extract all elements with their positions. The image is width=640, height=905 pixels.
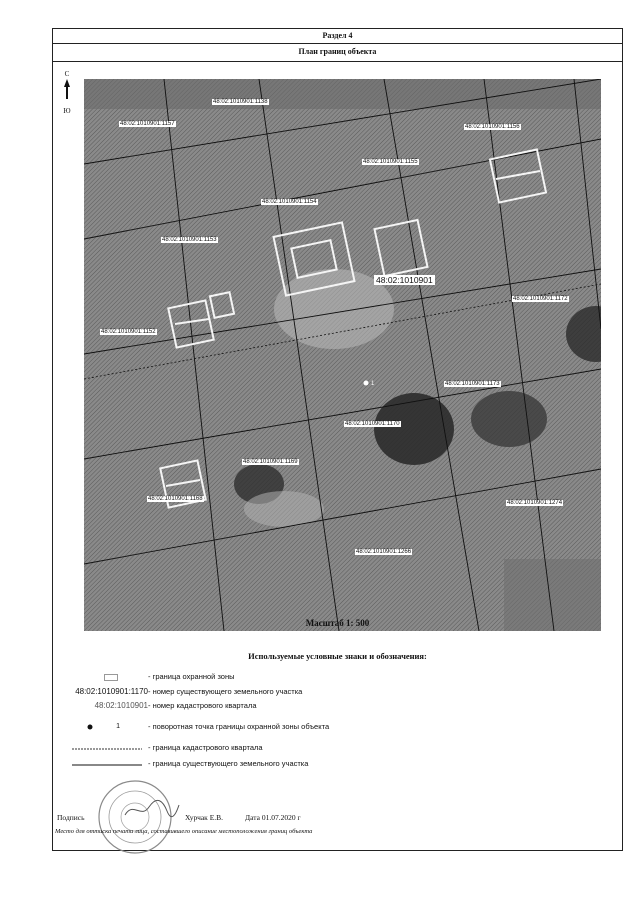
legend-title: Используемые условные знаки и обозначения: [248,651,427,661]
legend-item [53,740,622,756]
signature-row [53,811,622,825]
legend-text: - граница существующего земельного участка [148,759,309,768]
legend-text: - номер кадастрового квартала [148,701,257,710]
legend-item [53,698,622,714]
turning-point-label: 1 [371,381,375,387]
parcel-label: 48:02:1010901:1169 [243,459,298,465]
parcel-label: 48:02:1010901:1154 [262,199,317,205]
legend-text: - граница кадастрового квартала [148,743,263,752]
parcel-label: 48:02:1010901:1138 [213,99,268,105]
parcel-label: 48:02:1010901:1156 [465,124,520,130]
parcel-label: 48:02:1010901:1266 [356,549,412,555]
map-scale: Масштаб 1: 500 [305,618,370,628]
parcel-number-sample: 48:02:1010901:1170 [75,687,148,696]
legend-text: - поворотная точка границы охранной зоны объекта [148,722,330,731]
plan-title: План границ объекта [53,43,622,62]
signature-date: Дата 01.07.2020 г [245,813,301,822]
section-header: Раздел 4 [53,29,622,44]
parcel-label: 48:02:1010901:1173 [445,381,500,387]
quarter-number-sample: 48:02:1010901 [94,701,148,710]
parcel-label: 48:02:1010901:1155 [363,159,418,165]
legend-text: - граница охранной зоны [148,672,235,681]
parcel-label: 48:02:1010901:1168 [148,496,203,502]
turning-point-marker [364,381,369,386]
legend-item: 1 - поворотная точка границы охранной зоны объекта [53,719,622,735]
compass-icon [59,67,75,147]
parcel-label: 48:02:1010901:1153 [162,237,217,243]
signature-label: Подпись [57,813,85,822]
parcel-label: 48:02:1010901:1172 [513,296,568,302]
cadastral-quarter-label: 48:02:1010901 [376,275,433,285]
signer-name: Хурчак Е.В. [185,813,224,822]
map-svg [84,79,601,631]
legend-text: - номер существующего земельного участка [148,687,303,696]
legend-item [53,756,622,772]
compass-south-label: Ю [63,107,71,115]
handwritten-signature [121,797,181,823]
compass-north-label: С [64,70,70,78]
parcel-label: 48:02:1010901:1157 [120,121,175,127]
legend-item [53,669,622,685]
document-frame: Раздел 4 План границ объекта С Ю 1 48:02:1010901:1138 48:02:1010901:1157 48:02:1010901:1155 48:02:1010901:1156 48:02:1010901:1154 48:02:1010901:1153 48:02:1010901 48:02:1010901:1172 48:02:1010901:1152 48:02:1010901:1173 48:02:1010901:1170 48:02:1010901:1169 48:02:1010901:1168 48:02:1010901:1274 48:02:1010901:1266 Масштаб 1: 500 Используемые условные знаки и обозначения: - граница охранной зоны 48:02:1010901:1170 - номер существующего земельного участка 48:02:1010901 - номер кадастрового квартала 1 - поворотная точка границы охранной зоны объекта - граница кадастрового квартала - граница существующего земельного участка Подпись Хурчак Е.В. Дата 01.07.2020 г Место для оттиска печати лица, составившего описание местоположения границ объекта [52,28,623,851]
orthophoto-map[interactable] [84,79,601,631]
parcel-label: 48:02:1010901:1274 [507,500,563,506]
parcel-label: 48:02:1010901:1170 [345,421,400,427]
parcel-label: 48:02:1010901:1152 [101,329,156,335]
